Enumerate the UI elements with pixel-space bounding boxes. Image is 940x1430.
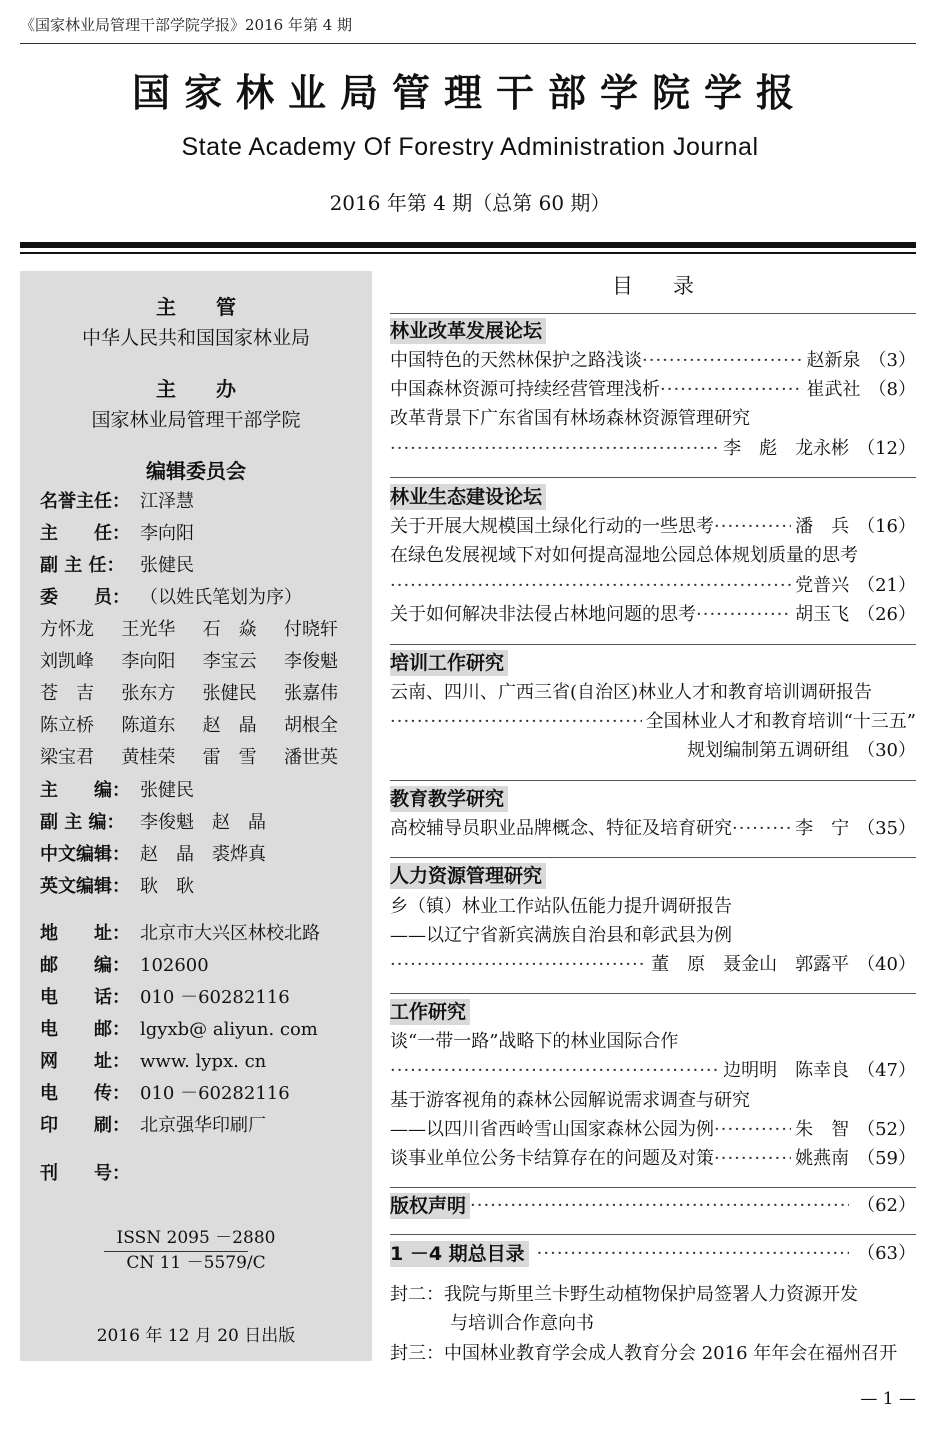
cover3-text: 中国林业教育学会成人教育分会 2016 年年会在福州召开 [444, 1343, 898, 1364]
email-label: 电 邮： [40, 1019, 130, 1040]
honorary-director-row [40, 487, 194, 513]
entry-title: 乡（镇）林业工作站队伍能力提升调研报告 [390, 896, 732, 917]
printer: 北京强华印刷厂 [140, 1115, 266, 1136]
entry-title: 中国森林资源可持续经营管理浅析 [390, 379, 660, 400]
fax-row [40, 1079, 290, 1105]
entry-page: （59） [857, 1148, 916, 1169]
member: 付晓轩 [283, 619, 338, 640]
entry-author: 董 原 聂金山 郭露平 [651, 954, 850, 975]
entry-title: 关于开展大规模国土绿化行动的一些思考 [390, 516, 714, 537]
entry-author: 全国林业人才和教育培训“十三五” [645, 711, 916, 732]
toc-section-heading: 教育教学研究 [390, 786, 508, 812]
director-row [40, 519, 194, 545]
toc-entry[interactable] [390, 377, 916, 403]
toc-entry-author-line [390, 709, 916, 735]
director: 李向阳 [140, 523, 194, 544]
publish-date: 2016 年 12 月 20 日出版 [96, 1326, 296, 1346]
toc-entry-author-line [390, 1058, 916, 1084]
toc-entry-subtitle-line [390, 923, 916, 949]
entry-title: 高校辅导员职业品牌概念、特征及培育研究 [390, 818, 732, 839]
toc-entry-title-line[interactable] [390, 406, 916, 432]
phone: 010 －60282116 [140, 987, 290, 1008]
toc-rule [390, 313, 916, 314]
fax-label: 电 传： [40, 1083, 130, 1104]
member: 张健民 [202, 683, 257, 704]
cn-number: CN 11 －5579/C [126, 1253, 266, 1273]
phone-row [40, 983, 290, 1009]
members-note: （以姓氏笔划为序） [140, 587, 302, 608]
toc-entry-title-line[interactable] [390, 1029, 916, 1055]
entry-title: 谈事业单位公务卡结算存在的问题及对策 [390, 1148, 714, 1169]
member: 胡根全 [283, 715, 338, 736]
member-row [40, 647, 360, 673]
entry-title: 云南、四川、广西三省(自治区)林业人才和教育培训调研报告 [390, 682, 873, 703]
running-head: 《国家林业局管理干部学院学报》2016 年第 4 期 [20, 16, 353, 34]
printer-row [40, 1111, 266, 1137]
member: 赵 晶 [202, 715, 257, 736]
supervisor-heading: 主 管 [156, 295, 236, 319]
entry-page: （26） [857, 604, 916, 625]
postcode-row [40, 951, 209, 977]
dot-leader [732, 816, 791, 842]
member: 刘凯峰 [40, 651, 94, 672]
member: 石 焱 [202, 619, 257, 640]
entry-title: 改革背景下广东省国有林场森林资源管理研究 [390, 408, 750, 429]
entry-author: 李 宁 [795, 818, 850, 839]
email: lgyxb@ aliyun. com [140, 1019, 318, 1040]
vice-director-row [40, 551, 194, 577]
entry-author: 李 彪 龙永彬 [723, 438, 850, 459]
toc-entry-title-line[interactable] [390, 543, 916, 569]
entry-subtitle: ——以辽宁省新宾满族自治县和彰武县为例 [390, 925, 732, 946]
toc-annual-index[interactable] [390, 1241, 916, 1267]
entry-page: （30） [857, 740, 916, 761]
address-row [40, 919, 320, 945]
entry-page: （3） [868, 350, 916, 371]
section-rule [390, 857, 916, 858]
toc-section-heading: 培训工作研究 [390, 650, 508, 676]
entry-page: （52） [857, 1119, 916, 1140]
director-label: 主 任： [40, 523, 130, 544]
toc-entry[interactable] [390, 348, 916, 374]
member-row [40, 711, 360, 737]
double-rule-bottom [20, 252, 916, 254]
entry-title: 关于如何解决非法侵占林地问题的思考 [390, 604, 696, 625]
cover2-line-2 [450, 1311, 916, 1337]
dot-leader [390, 573, 791, 599]
member: 李向阳 [121, 651, 176, 672]
sponsor-heading: 主 办 [156, 377, 236, 401]
entry-title: 中国特色的天然林保护之路浅谈 [390, 350, 642, 371]
toc-entry-author-line [390, 738, 916, 764]
website: www. lypx. cn [140, 1051, 267, 1072]
member: 李俊魁 [283, 651, 338, 672]
entry-author: 赵新泉 [806, 350, 861, 371]
toc-entry-author-line [390, 436, 916, 462]
dot-leader [390, 709, 642, 735]
entry-page: （63） [857, 1243, 916, 1264]
fax: 010 －60282116 [140, 1083, 290, 1104]
member: 陈立桥 [40, 715, 94, 736]
dot-leader [390, 1058, 719, 1084]
toc-entry [390, 1117, 916, 1143]
entry-author: 规划编制第五调研组 [687, 740, 850, 761]
toc-entry-author-line [390, 573, 916, 599]
toc-entry-title-line[interactable] [390, 1088, 916, 1114]
entry-author: 胡玉飞 [795, 604, 850, 625]
masthead-panel [20, 271, 372, 1361]
section-rule [390, 780, 916, 781]
vice-editor-label: 副 主 编： [40, 812, 125, 833]
issn-number: ISSN 2095 －2880 [116, 1228, 276, 1248]
dot-leader [714, 1117, 791, 1143]
section-rule [390, 477, 916, 478]
entry-page: （16） [857, 516, 916, 537]
dot-leader [642, 348, 803, 374]
section-rule [390, 644, 916, 645]
sponsor-org: 国家林业局管理干部学院 [91, 409, 301, 431]
phone-label: 电 话： [40, 987, 130, 1008]
dot-leader [714, 514, 791, 540]
vice-editor-row [40, 808, 266, 834]
en-editor-label: 英文编辑： [40, 876, 130, 897]
en-editor: 耿 耿 [140, 876, 194, 897]
toc-section-heading: 林业改革发展论坛 [390, 318, 546, 344]
member: 梁宝君 [40, 747, 94, 768]
website-label: 网 址： [40, 1051, 130, 1072]
cover2-line [390, 1282, 916, 1308]
cover2-text: 与培训合作意向书 [450, 1313, 594, 1334]
address: 北京市大兴区林校北路 [140, 923, 320, 944]
entry-author: 潘 兵 [795, 516, 850, 537]
member-row [40, 615, 360, 641]
section-rule [390, 993, 916, 994]
header-rule [20, 43, 916, 44]
entry-page: （62） [857, 1195, 916, 1216]
dot-leader [714, 1146, 791, 1172]
cn-editor-label: 中文编辑： [40, 844, 130, 865]
dot-leader [390, 436, 719, 462]
dot-leader [390, 952, 647, 978]
honorary-director: 江泽慧 [140, 491, 194, 512]
entry-page: （12） [857, 438, 916, 459]
journal-title-cn: 国家林业局管理干部学院学报 [131, 70, 808, 115]
cover2-label: 封二： [390, 1284, 444, 1305]
toc-section-heading: 工作研究 [390, 999, 470, 1025]
issue-line: 2016 年第 4 期（总第 60 期） [329, 191, 611, 215]
toc-entry-title-line[interactable] [390, 894, 916, 920]
member-row [40, 743, 360, 769]
postcode: 102600 [140, 955, 209, 976]
members-row [40, 583, 302, 609]
toc-entry[interactable] [390, 602, 916, 628]
issn-rule [104, 1251, 248, 1252]
member: 方怀龙 [40, 619, 94, 640]
dot-leader [660, 377, 803, 403]
email-row [40, 1015, 318, 1041]
entry-subtitle: ——以四川省西岭雪山国家森林公园为例 [390, 1119, 714, 1140]
toc-section-heading: 人力资源管理研究 [390, 863, 546, 889]
double-rule-top [20, 242, 916, 248]
entry-page: （40） [857, 954, 916, 975]
cover3-label: 封三： [390, 1343, 444, 1364]
annual-index-label: 1 －4 期总目录 [390, 1241, 529, 1267]
toc-entry[interactable] [390, 514, 916, 540]
section-rule [390, 1234, 916, 1235]
cover2-text: 我院与斯里兰卡野生动植物保护局签署人力资源开发 [444, 1284, 858, 1305]
section-rule [390, 1187, 916, 1188]
entry-title: 在绿色发展视域下对如何提高湿地公园总体规划质量的思考 [390, 545, 858, 566]
en-editor-row [40, 872, 194, 898]
member: 黄桂荣 [121, 747, 176, 768]
journal-title-en: State Academy Of Forestry Administration Journal [181, 133, 759, 161]
toc-title: 目录 [612, 274, 734, 298]
vice-editor: 李俊魁 赵 晶 [140, 812, 266, 833]
editor-label: 主 编： [40, 780, 130, 801]
copyright-label: 版权声明 [390, 1193, 470, 1219]
member: 张东方 [121, 683, 176, 704]
entry-page: （8） [868, 379, 916, 400]
vice-director: 张健民 [140, 555, 194, 576]
entry-author: 姚燕南 [795, 1148, 850, 1169]
member: 陈道东 [121, 715, 176, 736]
member: 王光华 [121, 619, 176, 640]
entry-author: 边明明 陈幸良 [723, 1060, 850, 1081]
cn-editor: 赵 晶 裘烨真 [140, 844, 266, 865]
entry-author: 朱 智 [795, 1119, 850, 1140]
entry-title: 谈“一带一路”战略下的林业国际合作 [390, 1031, 679, 1052]
printer-label: 印 刷： [40, 1115, 130, 1136]
entry-title: 基于游客视角的森林公园解说需求调查与研究 [390, 1090, 750, 1111]
member: 潘世英 [283, 747, 338, 768]
toc-entry-title-line[interactable] [390, 680, 916, 706]
members-label: 委 员： [40, 587, 130, 608]
address-label: 地 址： [40, 923, 130, 944]
entry-author: 崔武社 [806, 379, 861, 400]
toc-copyright[interactable] [390, 1193, 916, 1219]
supervisor-org: 中华人民共和国国家林业局 [81, 327, 310, 349]
toc-entry[interactable] [390, 1146, 916, 1172]
member: 雷 雪 [202, 747, 257, 768]
cn-editor-row [40, 840, 266, 866]
member: 李宝云 [202, 651, 257, 672]
website-row [40, 1047, 266, 1073]
dot-leader [696, 602, 791, 628]
toc-entry[interactable] [390, 816, 916, 842]
editor: 张健民 [140, 780, 194, 801]
entry-page: （21） [857, 575, 916, 596]
entry-author: 党普兴 [795, 575, 850, 596]
entry-page: （35） [857, 818, 916, 839]
page-number: — 1 — [860, 1389, 916, 1409]
editorial-board-heading: 编辑委员会 [146, 459, 246, 483]
entry-page: （47） [857, 1060, 916, 1081]
member: 苍 吉 [40, 683, 94, 704]
member: 张嘉伟 [283, 683, 338, 704]
honorary-director-label: 名誉主任： [40, 491, 130, 512]
cover3-line [390, 1341, 916, 1367]
dot-leader [529, 1241, 849, 1267]
toc-section-heading: 林业生态建设论坛 [390, 484, 546, 510]
postcode-label: 邮 编： [40, 955, 130, 976]
serial-row [40, 1159, 140, 1185]
serial-label: 刊 号： [40, 1163, 130, 1184]
dot-leader [470, 1193, 849, 1219]
toc-entry-author-line [390, 952, 916, 978]
vice-director-label: 副 主 任： [40, 555, 125, 576]
member-row [40, 679, 360, 705]
editor-row [40, 776, 194, 802]
